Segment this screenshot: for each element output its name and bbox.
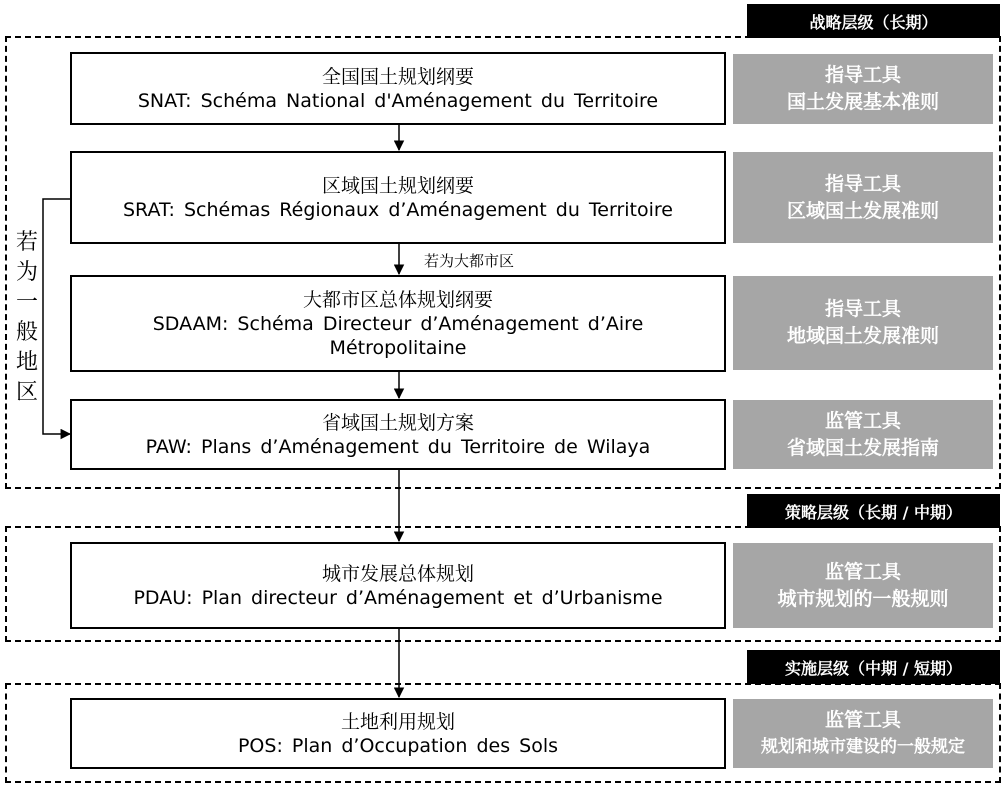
plan-title-cn: 区域国土规划纲要	[321, 174, 474, 197]
plan-title-fr: SNAT: Schéma National d'Aménagement du Territoire	[137, 89, 659, 112]
tool-type: 指导工具	[824, 298, 901, 320]
plan-box-paw	[70, 399, 726, 470]
plan-title-fr: PAW: Plans d’Aménagement du Territoire de Wilaya	[145, 435, 651, 458]
bypass-line-general-area	[43, 199, 70, 434]
plan-box-pdau	[70, 542, 726, 629]
tool-box-pdau	[733, 543, 993, 628]
tool-type: 监管工具	[824, 409, 901, 432]
side-char: 为	[15, 260, 38, 285]
side-char: 区	[15, 380, 38, 405]
tool-type: 监管工具	[824, 560, 901, 583]
tool-description: 城市规划的一般规则	[777, 587, 949, 610]
tool-description: 国土发展基本准则	[786, 91, 939, 113]
plan-title-fr: PDAU: Plan directeur d’Aménagement et d’Urbanisme	[133, 586, 663, 609]
tool-description: 地域国土发展准则	[786, 325, 939, 347]
tool-box-paw	[733, 400, 993, 469]
side-char: 地	[15, 350, 38, 375]
plan-title-cn: 大都市区总体规划纲要	[302, 288, 493, 311]
plan-box-snat	[70, 52, 726, 125]
plan-box-srat	[70, 151, 726, 244]
strategic-level-banner: 战略层级（长期）	[747, 4, 1000, 38]
plan-title-fr: SDAAM: Schéma Directeur d’Aménagement d’Aire Métropolitaine	[152, 312, 644, 359]
implementation-level-banner: 实施层级（中期 / 短期）	[747, 650, 1000, 684]
plan-box-pos	[70, 698, 726, 769]
general-area-label	[14, 228, 40, 413]
tool-type: 监管工具	[824, 708, 901, 731]
tool-description: 规划和城市建设的一般规定	[761, 736, 965, 757]
side-char: 若	[15, 230, 38, 255]
tool-box-sdaam	[733, 276, 993, 370]
metro-area-note: 若为大都市区	[424, 252, 515, 270]
plan-title-cn: 全国国土规划纲要	[321, 65, 474, 88]
tool-type: 指导工具	[824, 64, 901, 86]
tool-box-snat	[733, 54, 993, 124]
side-char: 一	[15, 290, 38, 315]
plan-title-fr: POS: Plan d’Occupation des Sols	[237, 734, 559, 757]
tool-description: 区域国土发展准则	[786, 199, 939, 222]
plan-title-cn: 城市发展总体规划	[321, 562, 474, 585]
plan-title-cn: 省域国土规划方案	[321, 411, 474, 434]
side-char: 般	[15, 320, 38, 345]
tactical-level-banner: 策略层级（长期 / 中期）	[747, 494, 1000, 528]
tool-box-srat	[733, 152, 993, 243]
plan-title-fr: SRAT: Schémas Régionaux d’Aménagement du Territoire	[123, 198, 673, 221]
tool-box-pos	[733, 699, 993, 768]
tool-description: 省域国土发展指南	[786, 436, 939, 459]
plan-title-cn: 土地利用规划	[340, 710, 455, 733]
plan-box-sdaam	[70, 275, 726, 372]
tool-type: 指导工具	[824, 172, 901, 195]
